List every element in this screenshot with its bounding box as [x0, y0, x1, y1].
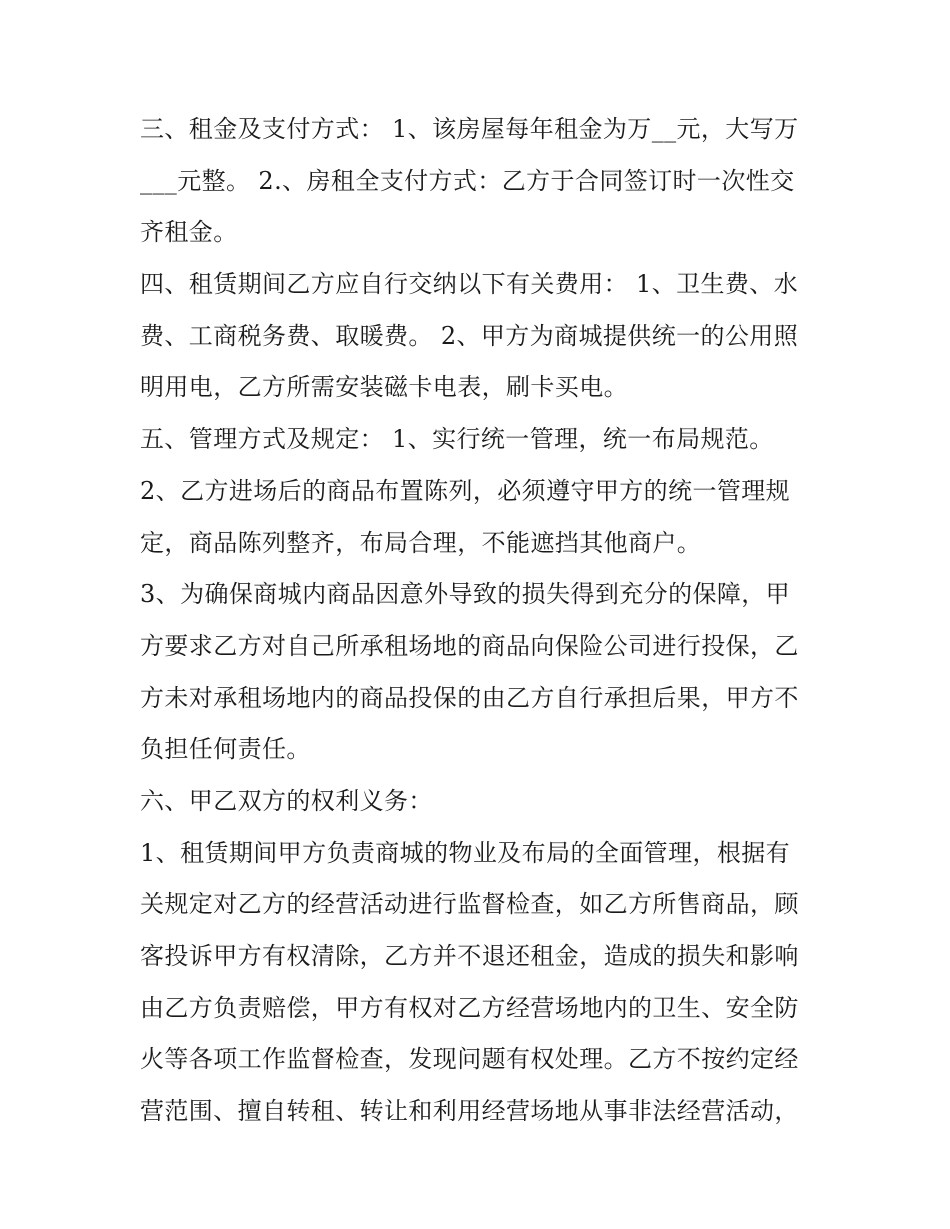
document-body [140, 104, 820, 1138]
text-line-16: 关规定对乙方的经营活动进行监督检查，如乙方所售商品，顾 [140, 890, 799, 919]
text-line-19: 火等各项工作监督检查，发现问题有权处理。乙方不按约定经 [140, 1045, 799, 1074]
text-line-14: 六、甲乙双方的权利义务： [140, 786, 433, 815]
text-line-3: 齐租金。 [140, 218, 238, 247]
text-line-18: 由乙方负责赔偿，甲方有权对乙方经营场地内的卫生、安全防 [140, 993, 799, 1022]
text-line-10: 3、为确保商城内商品因意外导致的损失得到充分的保障，甲 [140, 580, 791, 609]
text-line-12: 方未对承租场地内的商品投保的由乙方自行承担后果，甲方不 [140, 683, 799, 712]
text-line-7: 五、管理方式及规定： 1、实行统一管理，统一布局规范。 [140, 425, 774, 454]
text-line-2: ___元整。 2.、房租全支付方式：乙方于合同签订时一次性交 [140, 166, 795, 195]
text-line-5: 费、工商税务费、取暖费。 2、甲方为商城提供统一的公用照 [140, 321, 799, 350]
text-line-9: 定，商品陈列整齐，布局合理，不能遮挡其他商户。 [140, 528, 702, 557]
text-line-1: 三、租金及支付方式： 1、该房屋每年租金为万__元，大写万 [140, 115, 799, 143]
text-line-4: 四、租赁期间乙方应自行交纳以下有关费用： 1、卫生费、水 [140, 270, 799, 299]
text-line-11: 方要求乙方对自己所承租场地的商品向保险公司进行投保，乙 [140, 631, 799, 660]
text-line-15: 1、租赁期间甲方负责商城的物业及布局的全面管理，根据有 [140, 838, 791, 867]
text-line-6: 明用电，乙方所需安装磁卡电表，刷卡买电。 [140, 373, 628, 402]
text-line-8: 2、乙方进场后的商品布置陈列，必须遵守甲方的统一管理规 [140, 476, 791, 505]
text-line-17: 客投诉甲方有权清除，乙方并不退还租金，造成的损失和影响 [140, 942, 799, 970]
text-line-20: 营范围、擅自转租、转让和利用经营场地从事非法经营活动， [140, 1097, 799, 1126]
text-line-13: 负担任何责任。 [140, 735, 311, 764]
